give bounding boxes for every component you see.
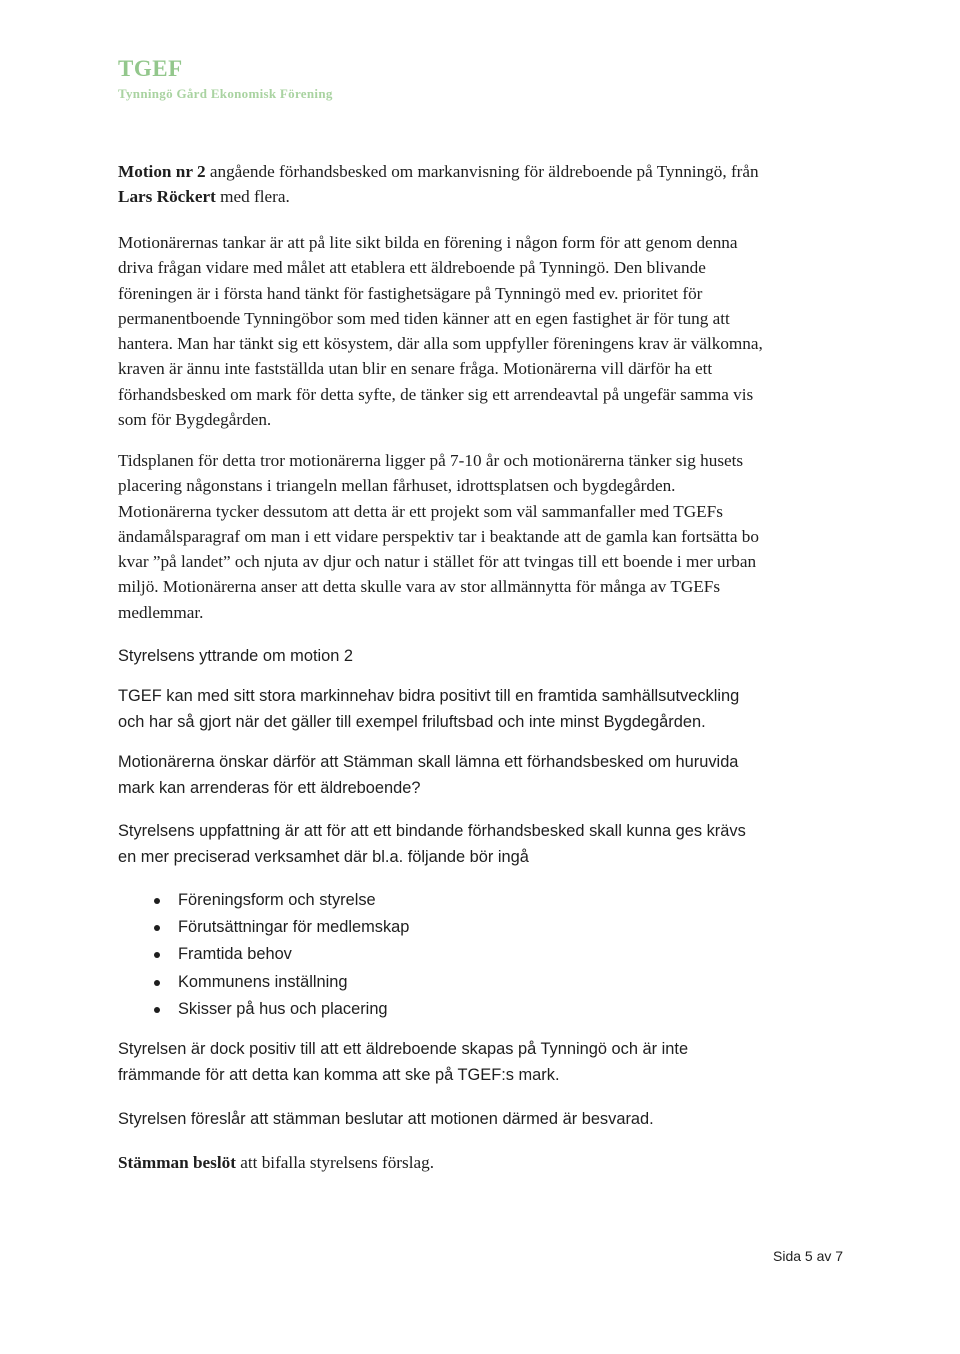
list-item: Föreningsform och styrelse <box>118 887 818 914</box>
bullet-icon <box>154 952 160 958</box>
text-line: placering någonstans i triangeln mellan fårhuset, idrottsplatsen och bygdegården. <box>118 476 676 496</box>
motion-title-text: angående förhandsbesked om markanvisning för äldreboende på Tynningö, från <box>205 162 759 181</box>
motion-author: Lars Röckert <box>118 187 216 207</box>
motion-paragraph-2 <box>118 448 848 625</box>
motion-author-rest: med flera. <box>215 187 290 207</box>
motion-paragraph-1 <box>118 230 848 432</box>
requirements-list <box>118 887 818 1023</box>
board-heading: Styrelsens yttrande om motion 2 <box>118 647 354 665</box>
list-item: Förutsättningar för medlemskap <box>118 914 818 941</box>
bullet-icon <box>154 925 160 931</box>
text-line: som för Bygdegården. <box>118 410 272 430</box>
text-line: medlemmar. <box>118 602 204 622</box>
text-line: en mer preciserad verksamhet där bl.a. följande bör ingå <box>118 848 529 866</box>
text-line: Tidsplanen för detta tror motionärerna ligger på 7-10 år och motionärerna tänker sig husets <box>118 451 744 470</box>
org-logo-subtitle: Tynningö Gård Ekonomisk Förening <box>118 86 333 101</box>
motion-title <box>118 159 848 210</box>
text-line: föreningen är i första hand tänkt för fastighetsägare på Tynningö med ev. prioritet för <box>118 283 703 303</box>
page-number: Sida 5 av 7 <box>773 1248 844 1264</box>
text-line: mark kan arrenderas för ett äldreboende? <box>118 779 421 797</box>
text-line: Styrelsens uppfattning är att för att ett bindande förhandsbesked skall kunna ges krävs <box>118 822 746 840</box>
decision-label: Stämman beslöt <box>118 1153 236 1172</box>
text-line: främmande för att detta kan komma att ske på TGEF:s mark. <box>118 1066 560 1084</box>
text-line: permanentboende Tynningöbor som med tiden känner att en egen fastighet är för tung att <box>118 308 730 328</box>
text-line: TGEF kan med sitt stora markinnehav bidra positivt till en framtida samhällsutveckling <box>118 687 740 705</box>
text-line: Styrelsen är dock positiv till att ett äldreboende skapas på Tynningö och är inte <box>118 1040 689 1058</box>
text-line: hantera. Man har tänkt sig ett kösystem, där alla som uppfyller föreningens krav är välkomna, <box>118 334 763 354</box>
board-paragraph-2 <box>118 749 848 801</box>
org-logo-title: TGEF <box>118 56 183 81</box>
decision-text: att bifalla styrelsens förslag. <box>235 1153 435 1172</box>
text-line: driva frågan vidare med målet att etablera ett äldreboende på Tynningö. Den blivande <box>118 258 706 278</box>
text-line: kvar ”på landet” och njuta av djur och natur i stället för att tvingas till ett boende i mer urban <box>118 552 757 572</box>
board-paragraph-4 <box>118 1036 848 1088</box>
decision <box>118 1150 848 1175</box>
text-line: Motionärerna tycker dessutom att detta är ett projekt som väl sammanfaller med TGEFs <box>118 501 723 521</box>
text-line: förhandsbesked om mark för detta syfte, de tänker sig ett arrendeavtal på ungefär samma vis <box>118 384 754 404</box>
list-item: Skisser på hus och placering <box>118 996 818 1023</box>
bullet-icon <box>154 1007 160 1013</box>
board-paragraph-1 <box>118 683 848 735</box>
text-line: ändamålsparagraf om man i ett vidare perspektiv tar i beaktande att de gamla kan fortsätta bo <box>118 526 759 546</box>
motion-number: Motion nr 2 <box>118 162 206 181</box>
bullet-icon <box>154 898 160 904</box>
list-item: Framtida behov <box>118 941 818 968</box>
text-line: Motionärernas tankar är att på lite sikt bilda en förening i någon form för att genom denna <box>118 233 738 252</box>
board-paragraph-3 <box>118 818 848 870</box>
text-line: och har så gjort när det gäller till exempel friluftsbad och inte minst Bygdegården. <box>118 713 706 731</box>
list-item: Kommunens inställning <box>118 969 818 996</box>
text-line: Motionärerna önskar därför att Stämman skall lämna ett förhandsbesked om huruvida <box>118 753 739 771</box>
bullet-icon <box>154 980 160 986</box>
board-proposal: Styrelsen föreslår att stämman beslutar att motionen därmed är besvarad. <box>118 1110 654 1128</box>
text-line: miljö. Motionärerna anser att detta skulle vara av stor allmännytta för många av TGEFs <box>118 577 721 597</box>
text-line: kraven är ännu inte fastställda utan blir en senare fråga. Motionärerna vill därför ha ett <box>118 359 713 379</box>
